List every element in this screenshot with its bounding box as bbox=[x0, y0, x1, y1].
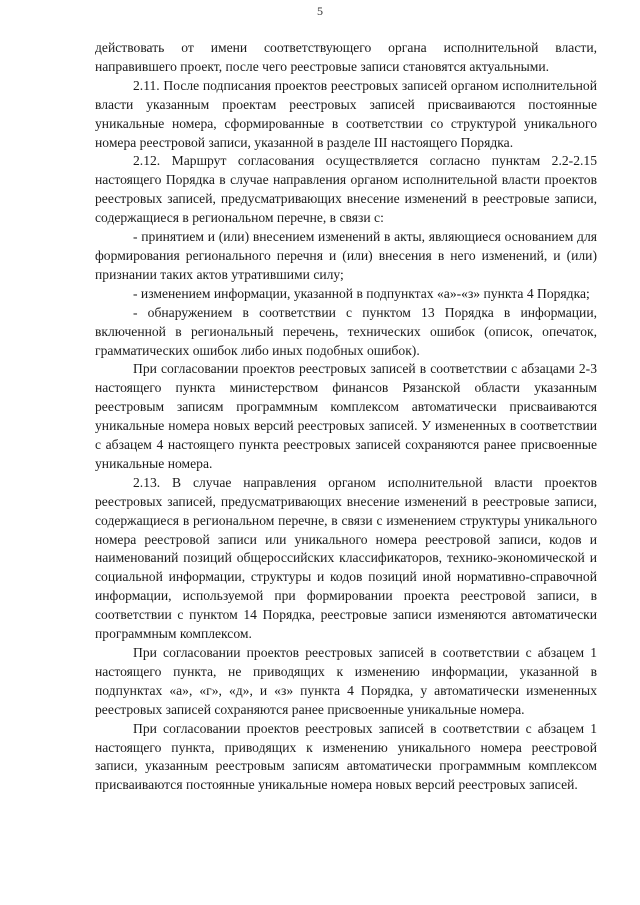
paragraph-2-12: 2.12. Маршрут согласования осуществляется согласно пунктам 2.2-2.15 настоящего Порядка в случае направления органом исполнительной власти проектов реестровых записей, предусматривающих внесение изменений в реестровые записи, содержащиеся в региональном перечне, в связи с: bbox=[95, 153, 597, 226]
paragraph-2-13: 2.13. В случае направления органом исполнительной власти проектов реестровых записей, предусматривающих внесение изменений в реестровые записи, содержащиеся в региональном перечне, в связи с изменением структуры уникального номера реестровой записи или уникального номера реестровой записи, кодов и наименований позиций общероссийских классификаторов, технико-экономической и социальной информации, структуры и кодов позиций иной нормативно-справочной информации, используемой при формировании проекта реестровой записи, в соответствии с пунктом 14 Порядка, реестровые записи изменяются автоматически программным комплексом. bbox=[95, 474, 597, 642]
page-number: 5 bbox=[317, 4, 323, 18]
paragraph-2-11: 2.11. После подписания проектов реестровых записей органом исполнительной власти указанным проектам реестровых записей присваиваются постоянные уникальные номера, сформированные в соответствии со структурой уникального номера реестровой записи, указанной в разделе III настоящего Порядка. bbox=[95, 77, 597, 150]
document-body bbox=[95, 39, 597, 795]
paragraph-2-13-new-numbers: При согласовании проектов реестровых записей в соответствии с абзацем 1 настоящего пункта, приводящих к изменению уникального номера реестровой записи, указанным реестровым записям автоматически программным комплексом присваиваются постоянные уникальные номера новых версий реестровых записей. bbox=[95, 720, 597, 793]
paragraph-2-12-approval: При согласовании проектов реестровых записей в соответствии с абзацами 2-3 настоящего пункта министерством финансов Рязанской области указанным реестровым записям программным комплексом автоматически присваиваются уникальные номера новых версий реестровых записей. У измененных в соответствии с абзацем 4 настоящего пункта реестровых записей сохраняются ранее присвоенные уникальные номера. bbox=[95, 361, 597, 471]
list-item-acts-change: - принятием и (или) внесением изменений в акты, являющиеся основанием для формирования регионального перечня и (или) внесения в него изменений, и (или) признании таких актов утратившими силу; bbox=[95, 229, 597, 282]
list-item-error-detection: - обнаружением в соответствии с пунктом 13 Порядка в информации, включенной в региональный перечень, технических ошибок (описок, опечаток, грамматических ошибок либо иных подобных ошибок). bbox=[95, 304, 597, 358]
paragraph-2-13-keep-numbers: При согласовании проектов реестровых записей в соответствии с абзацем 1 настоящего пункта, не приводящих к изменению информации, указанной в подпунктах «а», «г», «д», и «з» пункта 4 Порядка, у автоматически измененных реестровых записей сохраняются ранее присвоенные уникальные номера. bbox=[95, 645, 597, 717]
paragraph-continuation: действовать от имени соответствующего органа исполнительной власти, направившего проект, после чего реестровые записи становятся актуальными. bbox=[95, 40, 597, 74]
list-item-info-change: - изменением информации, указанной в подпунктах «а»-«з» пункта 4 Порядка; bbox=[133, 285, 590, 301]
